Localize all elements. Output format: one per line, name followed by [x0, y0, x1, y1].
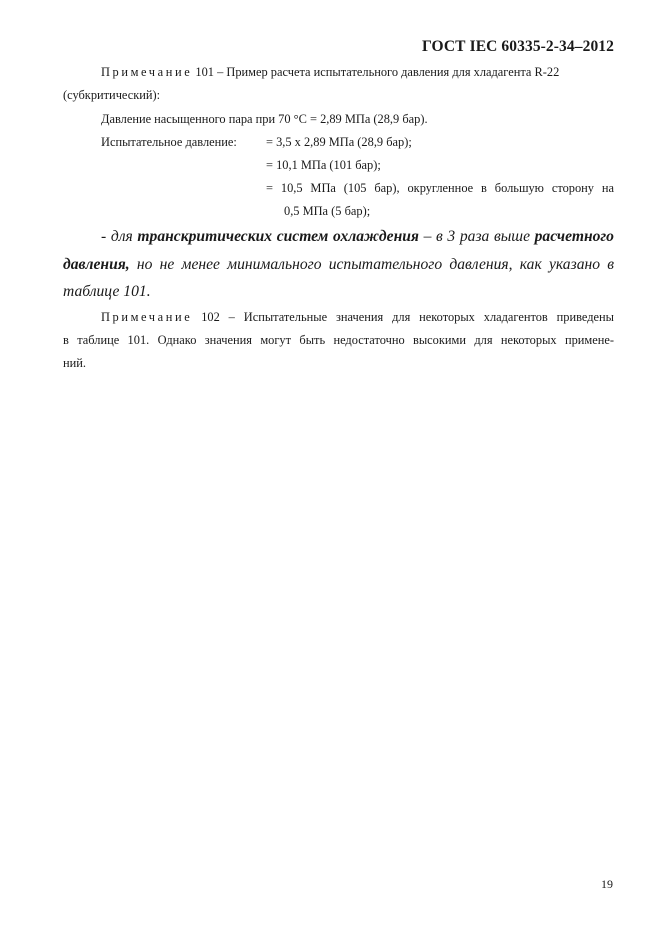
transcritical-line-3: таблице 101. [63, 283, 151, 300]
note-101-line-2: (субкритический): [63, 88, 161, 102]
note-102-line-1 [101, 309, 614, 325]
calculation-step-3: = 10,5 МПа (105 бар), округленное в большую сторону на [266, 181, 614, 195]
test-pressure-label: Испытательное давление: [101, 135, 237, 149]
calculation-step-1: = 3,5 x 2,89 МПа (28,9 бар); [266, 135, 412, 149]
note-101-label: Примечание [101, 65, 193, 79]
calculation-step-2: = 10,1 МПа (101 бар); [266, 158, 381, 172]
note-102-line-2: в таблице 101. Однако значения могут быть недостаточно высокими для некоторых примене- [63, 333, 614, 347]
page-number: 19 [601, 877, 613, 891]
transcritical-line-2: давления, но не менее минимального испытательного давления, как указано в [63, 256, 614, 273]
note-102-label: Примечание [101, 310, 193, 324]
calculation-step-3-continued: 0,5 МПа (5 бар); [284, 204, 371, 218]
document-code: ГОСТ IEC 60335-2-34–2012 [421, 38, 614, 55]
note-101-line-1 [101, 64, 559, 80]
note-101-text: 101 – Пример расчета испытательного давления для хладагента R-22 [192, 65, 560, 79]
note-102-text: 102 – Испытательные значения для некоторых хладагентов приведены [192, 310, 614, 324]
saturation-pressure: Давление насыщенного пара при 70 °C = 2,89 МПа (28,9 бар). [101, 112, 428, 126]
note-102-line-3: ний. [63, 356, 86, 370]
transcritical-line-1: - для транскритических систем охлаждения – в 3 раза выше расчетного [101, 228, 614, 245]
